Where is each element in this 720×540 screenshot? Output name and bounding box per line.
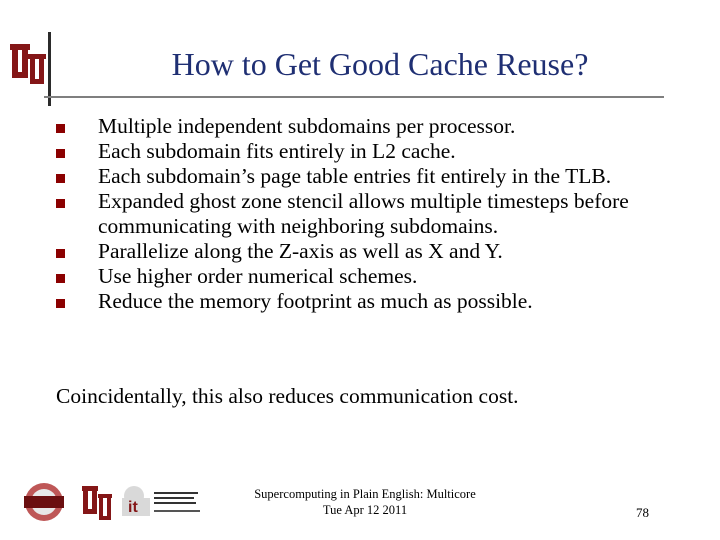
bullet-item — [56, 239, 706, 264]
bullet-marker-icon — [56, 299, 65, 308]
bullet-marker-icon — [56, 124, 65, 133]
bullet-text: Parallelize along the Z-axis as well as X and Y. — [98, 239, 503, 263]
header-horizontal-rule — [44, 96, 664, 98]
bullet-list — [56, 114, 706, 314]
header-vertical-rule — [48, 32, 51, 106]
ou-footer-logo — [82, 486, 112, 520]
svg-text:it: it — [128, 499, 138, 516]
closing-statement: Coincidentally, this also reduces communication cost. — [56, 384, 519, 408]
footer-date: Tue Apr 12 2011 — [322, 503, 408, 517]
bullet-text: Each subdomain fits entirely in L2 cache. — [98, 139, 456, 163]
bullet-item — [56, 114, 706, 139]
bullet-marker-icon — [56, 249, 65, 258]
bullet-item — [56, 189, 706, 239]
bullet-item — [56, 139, 706, 164]
bullet-item — [56, 164, 706, 189]
footer-logos — [16, 480, 206, 528]
bullet-item — [56, 289, 706, 314]
bullet-text: Each subdomain’s page table entries fit entirely in the TLB. — [98, 164, 612, 188]
bullet-item — [56, 264, 706, 289]
bullet-marker-icon — [56, 174, 65, 183]
ou-logo — [8, 40, 48, 90]
bullet-text: Reduce the memory footprint as much as possible. — [98, 289, 533, 313]
slide-title: How to Get Good Cache Reuse? — [171, 46, 589, 82]
bullet-marker-icon — [56, 149, 65, 158]
it-logo — [122, 486, 200, 516]
page-number: 78 — [636, 505, 649, 520]
bullet-text: Multiple independent subdomains per processor. — [98, 114, 516, 138]
bullet-marker-icon — [56, 199, 65, 208]
bullet-text: Expanded ghost zone stencil allows multiple timesteps before communicating with neighboring subdomains. — [98, 189, 629, 238]
bullet-marker-icon — [56, 274, 65, 283]
bullet-text: Use higher order numerical schemes. — [98, 264, 418, 288]
footer-course: Supercomputing in Plain English: Multicore — [254, 487, 476, 501]
oscer-logo — [24, 483, 64, 521]
footer-caption — [190, 486, 540, 518]
